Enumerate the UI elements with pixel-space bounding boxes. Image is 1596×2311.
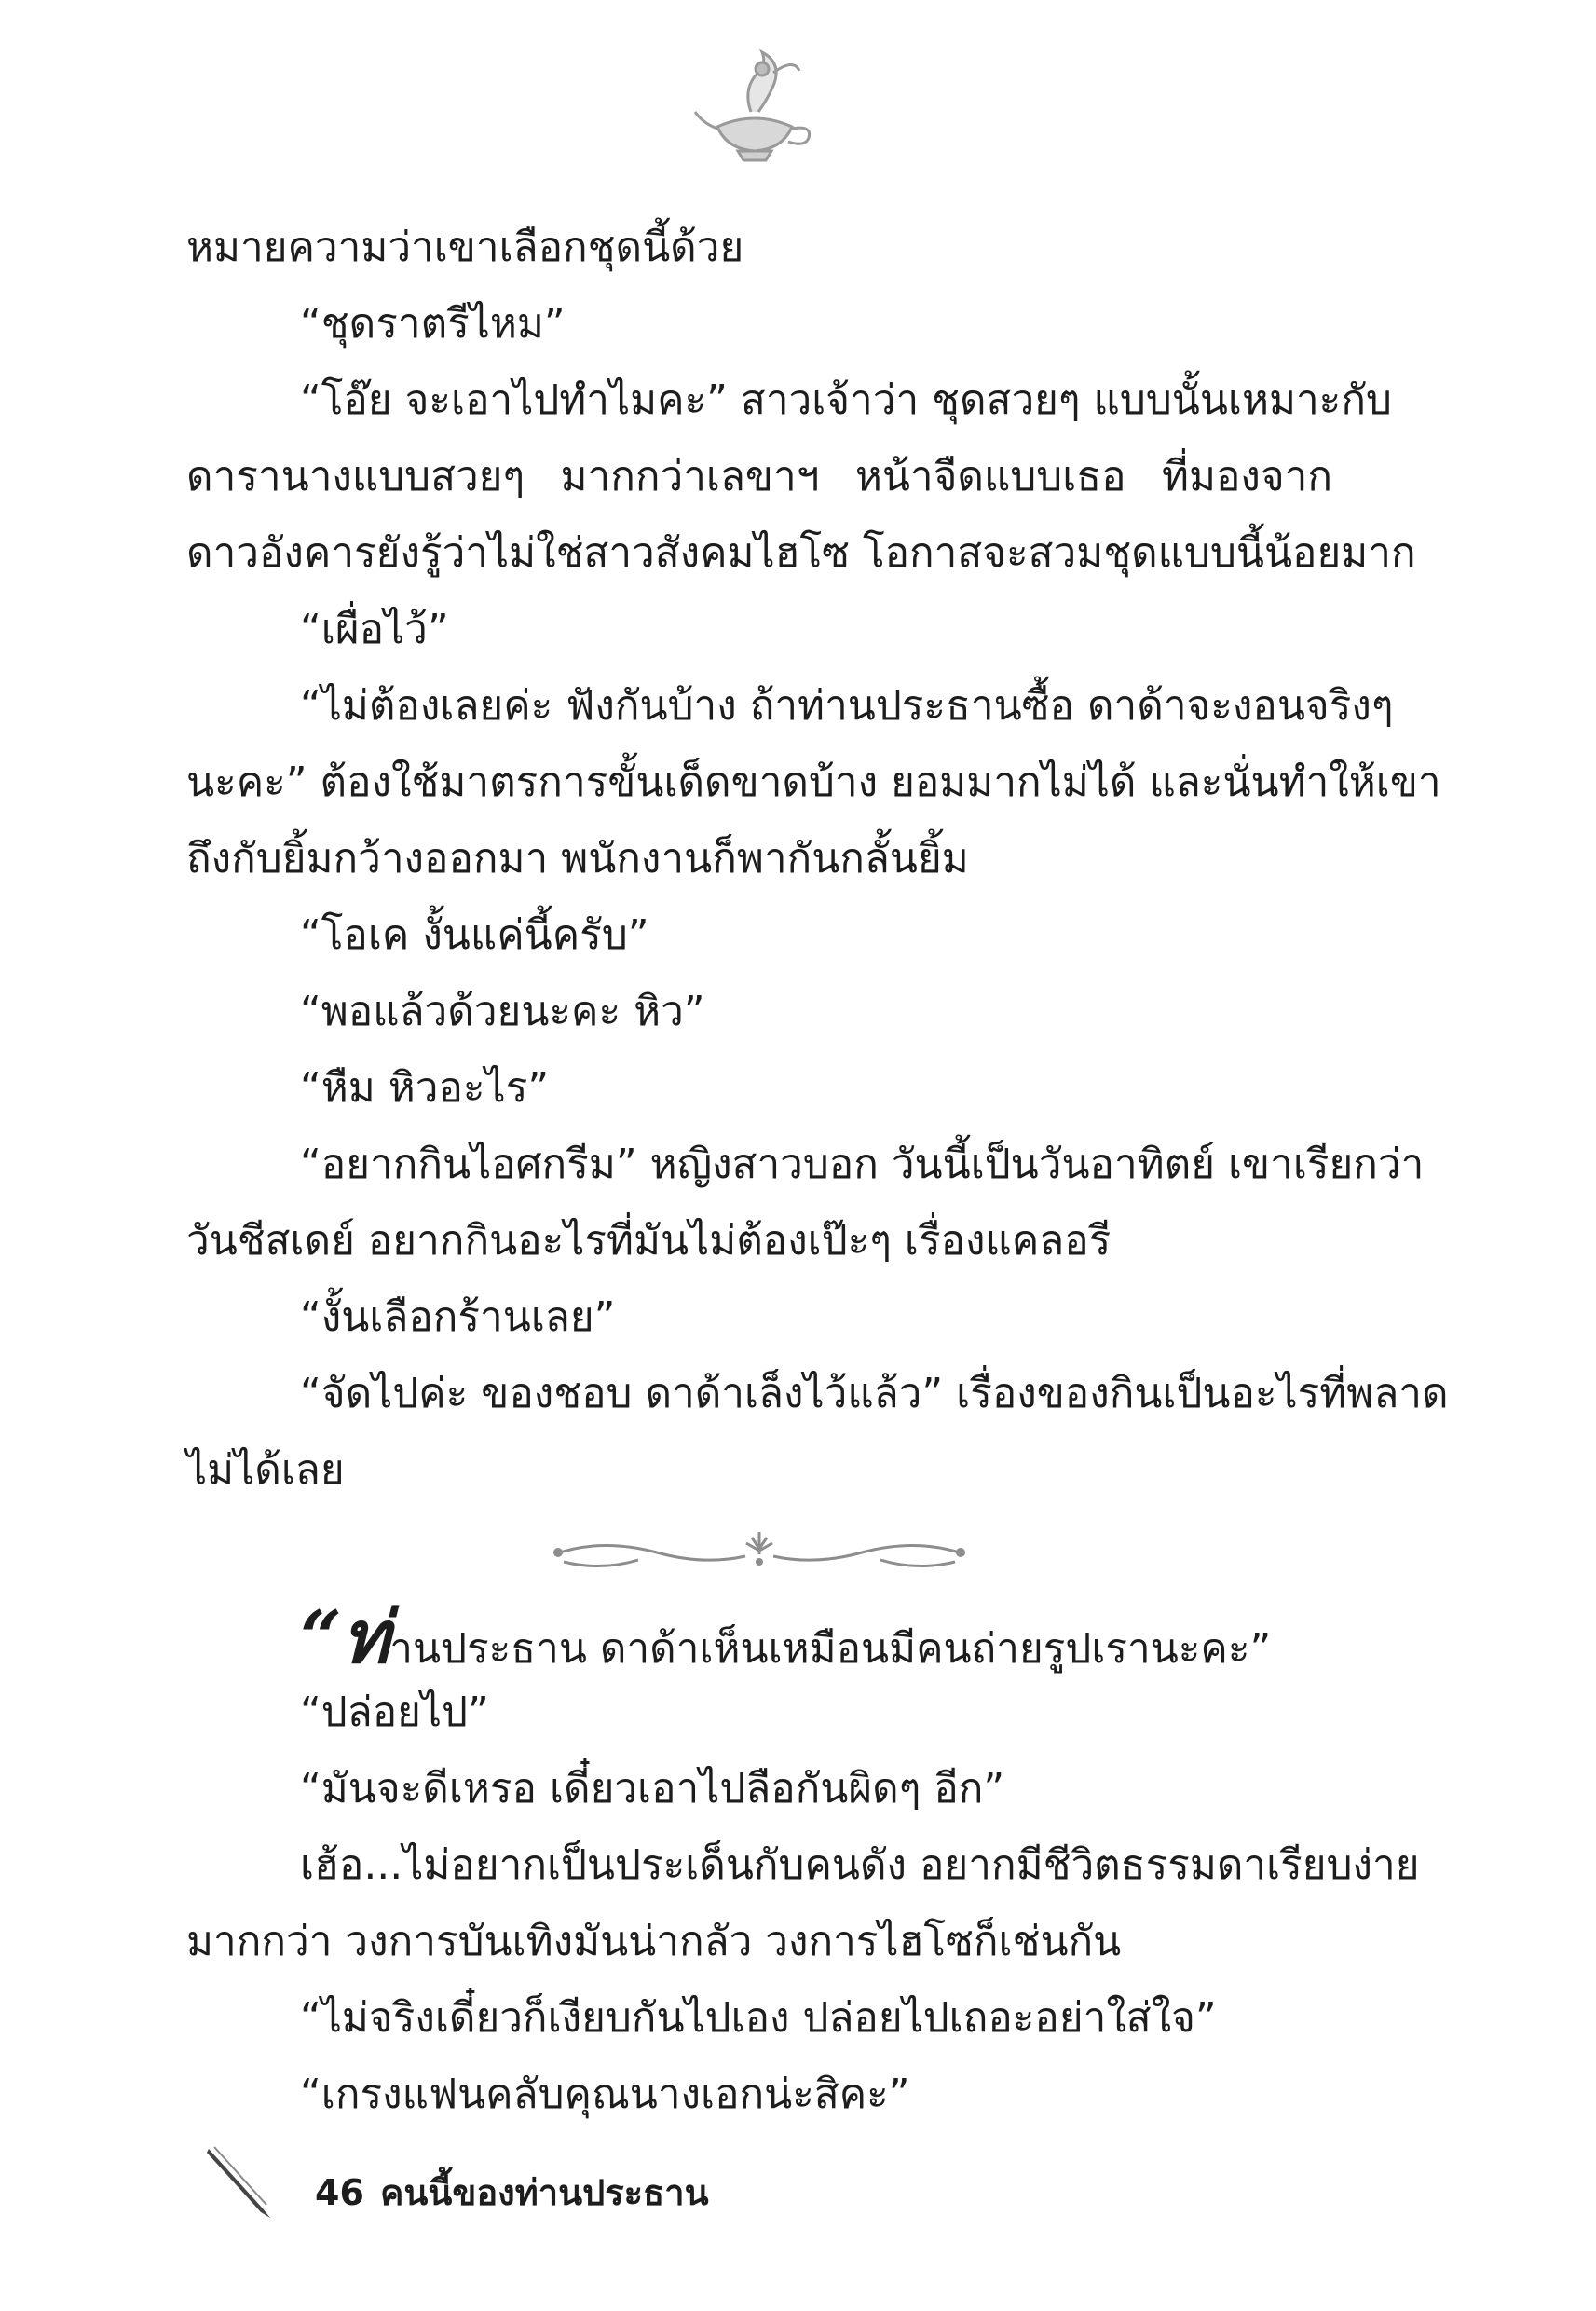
flourish-divider-icon <box>545 1519 974 1584</box>
page-footer <box>205 2143 857 2227</box>
text-line: ถึงกับยิ้มกว้างออกมา พนักงานก็พากันกลั้นยิ้ม <box>186 835 969 882</box>
text-line: “เผื่อไว้” <box>300 606 449 653</box>
text-line: เฮ้อ...ไม่อยากเป็นประเด็นกับคนดัง อยากมีชีวิตธรรมดาเรียบง่าย <box>300 1841 1420 1889</box>
genie-lamp-icon <box>689 45 820 166</box>
dropcap-line-rest: านประธาน ดาด้าเห็นเหมือนมีคนถ่ายรูปเรานะคะ” <box>389 1625 1272 1673</box>
text-line: ดาวอังคารยังรู้ว่าไม่ใช่สาวสังคมไฮโซ โอกาสจะสวมชุดแบบนี้น้อยมาก <box>186 529 1416 577</box>
text-line: “พอแล้วด้วยนะคะ หิว” <box>300 988 705 1035</box>
text-line: “จัดไปค่ะ ของชอบ ดาด้าเล็งไว้แล้ว” เรื่องของกินเป็นอะไรที่พลาด <box>300 1370 1449 1417</box>
text-line: “เกรงแฟนคลับคุณนางเอกน่ะสิคะ” <box>300 2071 910 2118</box>
text-line: “โอเค งั้นแค่นี้ครับ” <box>300 911 649 959</box>
text-line: “ชุดราตรีไหม” <box>300 300 566 348</box>
text-line: ดารานางแบบสวยๆ มากกว่าเลขาฯ หน้าจืดแบบเธอ ที่มองจาก <box>186 453 1332 500</box>
text-line: มากกว่า วงการบันเทิงมันน่ากลัว วงการไฮโซก็เช่นกัน <box>186 1918 1122 1965</box>
text-line: “งั้นเลือกร้านเลย” <box>300 1293 616 1341</box>
text-line: “ไม่ต้องเลยค่ะ ฟังกันบ้าง ถ้าท่านประธานซื้อ ดาด้าจะงอนจริงๆ <box>300 682 1394 730</box>
text-line: “โอ๊ย จะเอาไปทำไมคะ” สาวเจ้าว่า ชุดสวยๆ แบบนั้นเหมาะกับ <box>300 376 1392 424</box>
page-number: 46 <box>315 2172 364 2213</box>
dropcap: “ท่ <box>300 1595 390 1680</box>
text-line: วันชีสเดย์ อยากกินอะไรที่มันไม่ต้องเป๊ะๆ เรื่องแคลอรี <box>186 1217 1112 1265</box>
text-line: หมายความว่าเขาเลือกชุดนี้ด้วย <box>186 224 744 271</box>
dropcap-paragraph <box>186 1595 1332 1680</box>
text-line: นะคะ” ต้องใช้มาตรการขั้นเด็ดขาดบ้าง ยอมมากไม่ได้ และนั่นทำให้เขา <box>186 759 1441 806</box>
text-line: “หืม หิวอะไร” <box>300 1064 550 1112</box>
text-line: ไม่ได้เลย <box>186 1446 345 1494</box>
text-line: “อยากกินไอศกรีม” หญิงสาวบอก วันนี้เป็นวันอาทิตย์ เขาเรียกว่า <box>300 1141 1425 1188</box>
pen-icon <box>205 2143 280 2222</box>
text-line: “ปล่อยไป” <box>300 1689 489 1736</box>
text-line: “มันจะดีเหรอ เดี๋ยวเอาไปลือกันผิดๆ อีก” <box>300 1765 1005 1812</box>
book-title: คนนี้ของท่านประธาน <box>380 2172 709 2213</box>
text-line: “ไม่จริงเดี๋ยวก็เงียบกันไปเอง ปล่อยไปเถอะอย่าใส่ใจ” <box>300 1994 1217 2042</box>
